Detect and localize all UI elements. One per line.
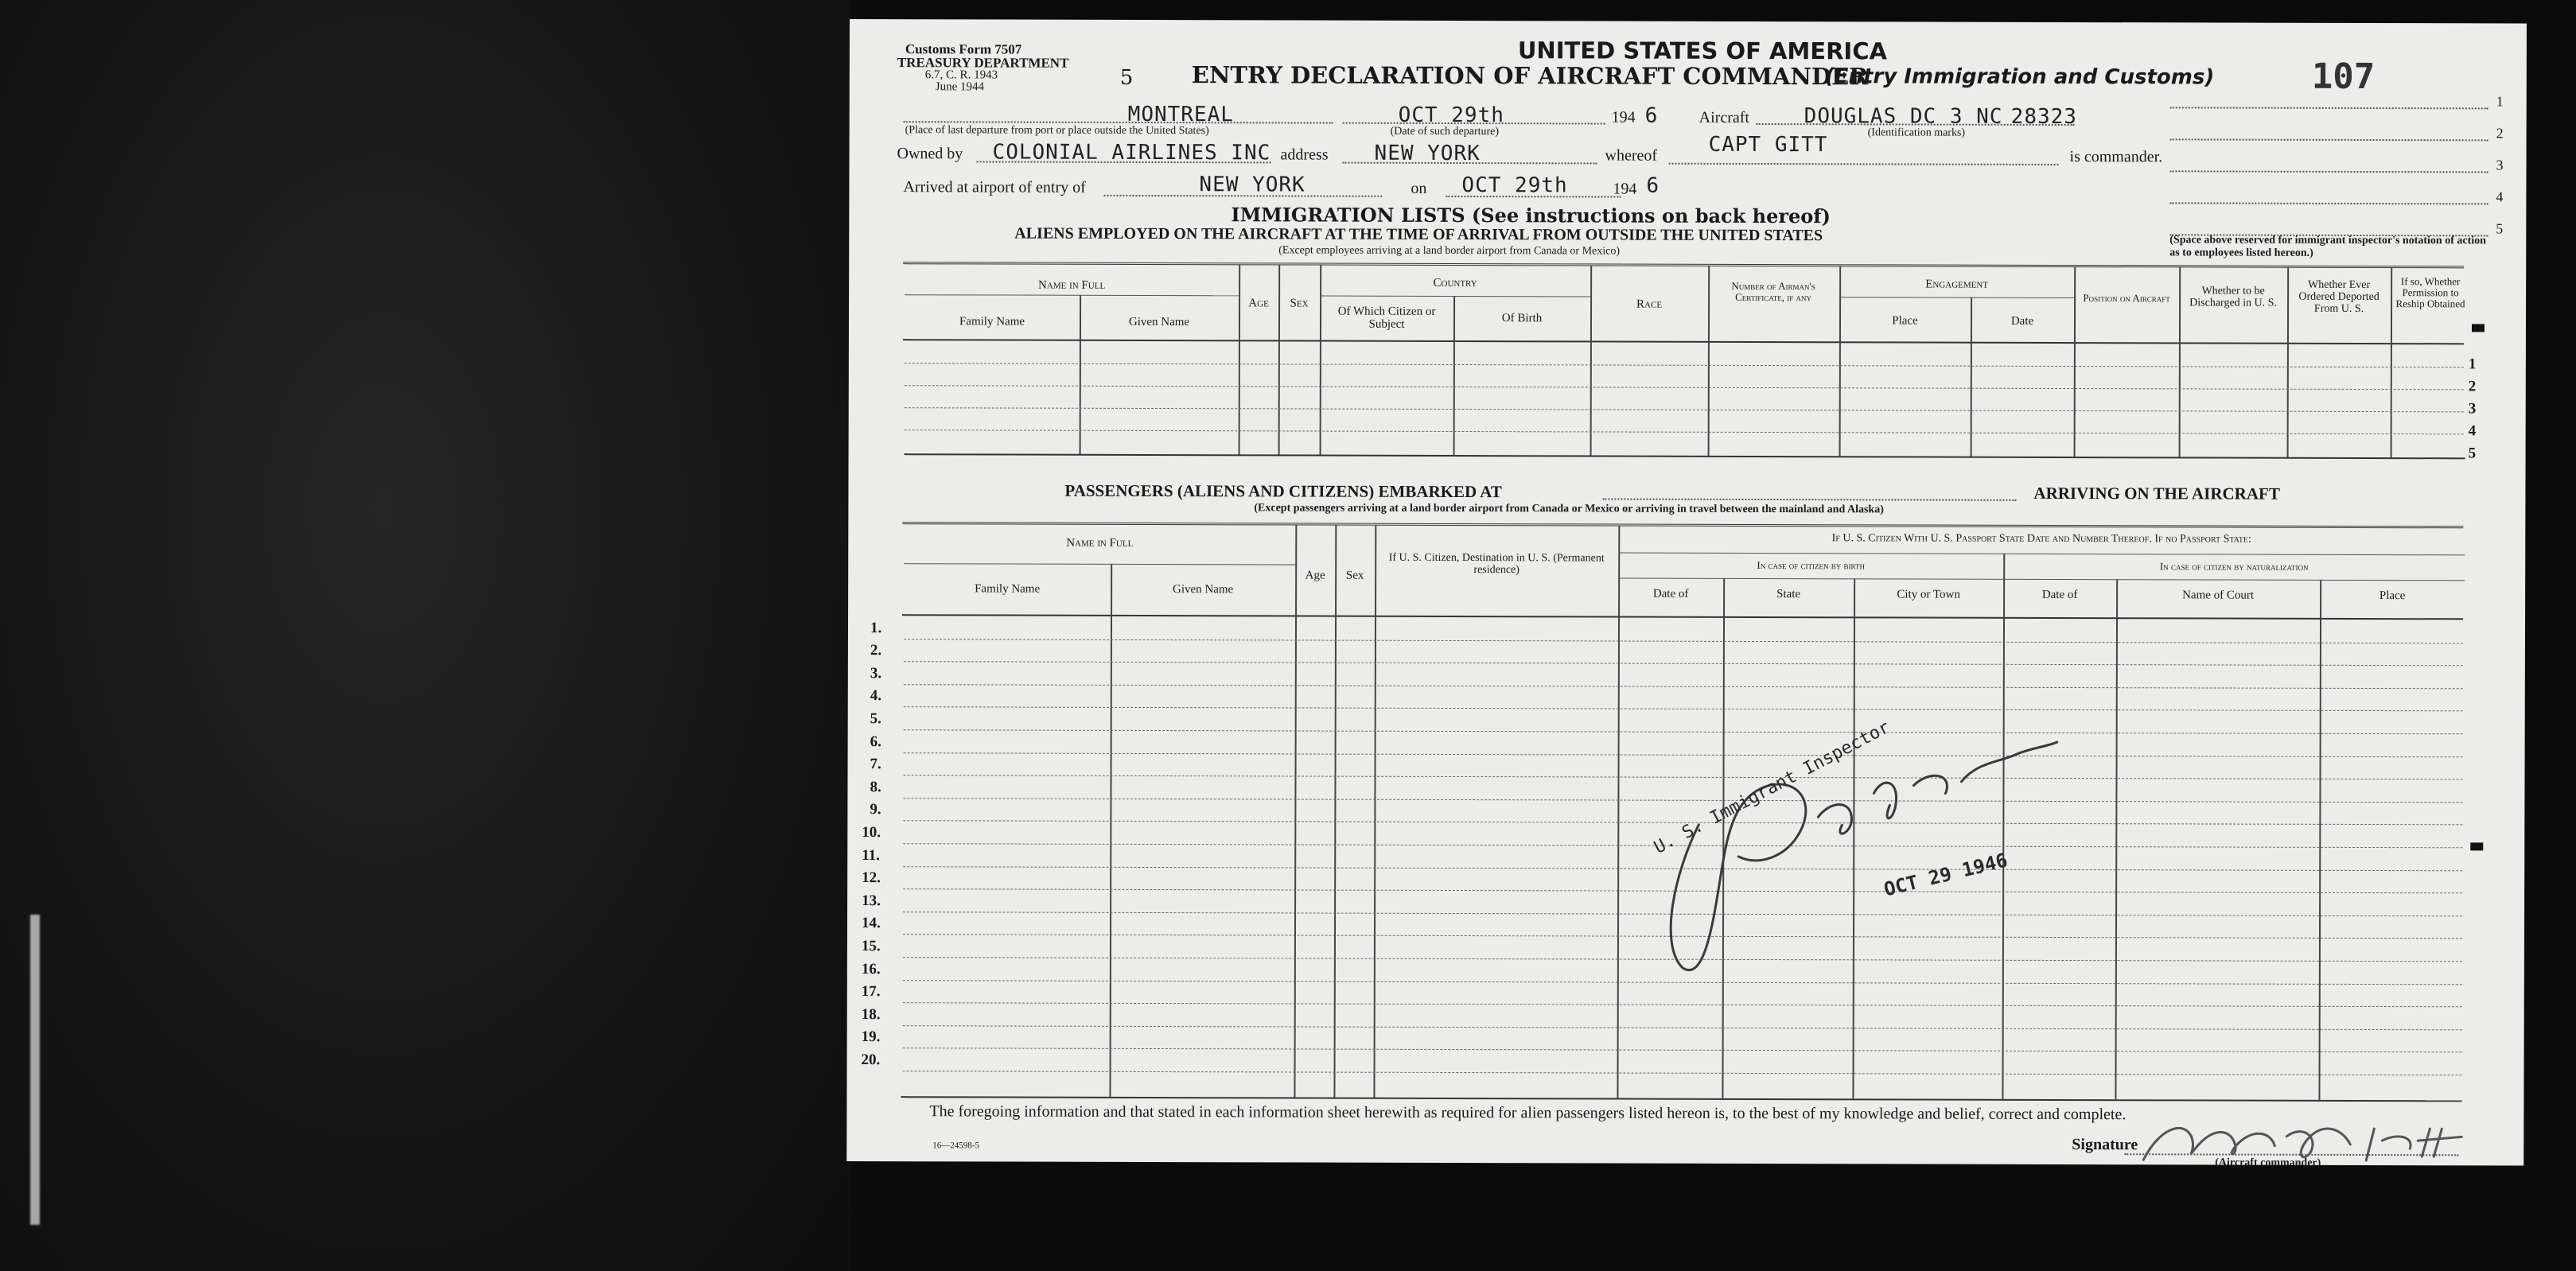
side-line-2: 2 xyxy=(2496,125,2504,142)
aircraft-caption: (Identification marks) xyxy=(1867,126,1966,139)
department: TREASURY DEPARTMENT xyxy=(897,55,1069,71)
crew-row-2: 2 xyxy=(2468,378,2477,395)
crew-deported-header: Whether Ever Ordered Deported From U. S. xyxy=(2298,278,2379,315)
commander-signature xyxy=(2135,1112,2549,1176)
form-title-sub: (Entry Immigration and Customs) xyxy=(1824,64,2215,90)
pass-given-header: Given Name xyxy=(1172,583,1234,597)
passenger-row-number: 9. xyxy=(870,801,881,818)
pass-age-header: Age xyxy=(1305,569,1325,582)
passenger-row-number: 12. xyxy=(862,869,881,887)
inspector-stamp-date: OCT 29 1946 xyxy=(1881,849,2010,901)
pass-naturalization-header: In case of citizen by naturalization xyxy=(2159,560,2309,573)
commander-value: CAPT GITT xyxy=(1708,132,1828,157)
inspector-signature xyxy=(1643,705,2089,1009)
edge-mark xyxy=(2470,842,2483,850)
passenger-row-line xyxy=(904,639,2463,643)
on-label: on xyxy=(1411,179,1427,197)
aircraft-number-value: 28323 xyxy=(2010,104,2078,130)
address-value: NEW YORK xyxy=(1374,141,1481,166)
country-heading: UNITED STATES OF AMERICA xyxy=(1517,37,1888,65)
signature-label: Signature xyxy=(2072,1136,2138,1154)
crew-row-4: 4 xyxy=(2468,422,2477,440)
passenger-row-number: 15. xyxy=(861,938,881,955)
pass-state-header: State xyxy=(1776,588,1801,601)
aircraft-label: Aircraft xyxy=(1699,108,1750,126)
passenger-row-number: 3. xyxy=(870,664,882,682)
pass-sex-header: Sex xyxy=(1345,569,1364,582)
mark-5: 5 xyxy=(1119,65,1134,90)
aircraft-value: DOUGLAS DC 3 NC xyxy=(1804,104,2003,129)
year-prefix: 194 xyxy=(1611,108,1636,126)
pass-passport-header: If U. S. Citizen With U. S. Passport State Date and Number Thereof. If no Passport State: xyxy=(1831,532,2251,546)
edge-mark xyxy=(2472,324,2485,332)
passenger-row-number: 17. xyxy=(861,983,881,1001)
passenger-row-number: 13. xyxy=(862,892,881,909)
crew-age-header: Age xyxy=(1248,297,1269,310)
pass-place-header: Place xyxy=(2379,589,2406,603)
departure-date-caption: (Date of such departure) xyxy=(1390,125,1500,138)
crew-row-3: 3 xyxy=(2468,400,2477,418)
scan-background xyxy=(0,0,851,1271)
immigration-subtitle: ALIENS EMPLOYED ON THE AIRCRAFT AT THE TIME OF ARRIVAL FROM OUTSIDE THE UNITED STATES xyxy=(1014,224,1823,245)
pass-birth-header: In case of citizen by birth xyxy=(1757,558,1865,572)
passenger-row-line xyxy=(904,661,2463,666)
owned-by-label: Owned by xyxy=(897,145,963,163)
crew-sex-header: Sex xyxy=(1290,297,1309,310)
crew-row-1: 1 xyxy=(2468,356,2477,373)
entry-airport-value: NEW YORK xyxy=(1199,173,1306,197)
crew-family-header: Family Name xyxy=(959,315,1025,328)
address-label: address xyxy=(1280,146,1329,164)
passenger-row-line xyxy=(903,1071,2462,1075)
crew-name-header: Name in Full xyxy=(1038,278,1106,292)
commander-suffix: is commander. xyxy=(2069,148,2163,166)
crew-certificate-header: Number of Airman's Certificate, if any xyxy=(1731,279,1815,304)
crew-position-header: Position on Aircraft xyxy=(2083,292,2170,305)
passenger-row-number: 1. xyxy=(870,619,882,636)
regulation: 6.7, C. R. 1943 xyxy=(924,68,998,82)
passenger-row-number: 11. xyxy=(862,846,880,864)
departure-place-caption: (Place of last departure from port or place outside the United States) xyxy=(905,124,1209,138)
crew-citizen-header: Of Which Citizen or Subject xyxy=(1337,305,1436,331)
signature-caption: (Aircraft commander) xyxy=(2215,1156,2321,1169)
passenger-row-line xyxy=(904,684,2463,689)
pass-city-header: City or Town xyxy=(1897,588,1960,601)
departure-place-value: MONTREAL xyxy=(1127,102,1234,127)
passenger-row-line xyxy=(903,1025,2462,1030)
form-paper xyxy=(846,19,2527,1169)
whereof-label: whereof xyxy=(1605,146,1658,165)
passenger-row-line xyxy=(903,1048,2462,1053)
crew-given-header: Given Name xyxy=(1128,315,1190,329)
arrival-year-prefix: 194 xyxy=(1613,180,1637,198)
passenger-row-number: 8. xyxy=(870,778,881,795)
passenger-row-number: 18. xyxy=(861,1005,881,1023)
passengers-note: (Except passengers arriving at a land border airport from Canada or Mexico or arriving in travel between the mainland and Alaska) xyxy=(1254,502,1884,516)
crew-race-header: Race xyxy=(1636,297,1663,311)
side-line-5: 5 xyxy=(2496,220,2504,237)
passenger-row-number: 6. xyxy=(870,733,881,750)
pass-family-header: Family Name xyxy=(975,582,1041,596)
form-number: Customs Form 7507 xyxy=(905,41,1022,57)
crew-engagement-header: Engagement xyxy=(1925,278,1989,291)
side-line-4: 4 xyxy=(2496,189,2504,205)
crew-date-header: Date xyxy=(2010,314,2034,328)
crew-place-header: Place xyxy=(1892,314,1918,328)
passenger-row-number: 19. xyxy=(861,1028,881,1046)
passenger-row-number: 10. xyxy=(862,824,881,842)
immigration-title: IMMIGRATION LISTS (See instructions on back hereof) xyxy=(1231,203,1831,228)
pass-dateof2-header: Date of xyxy=(2041,588,2078,602)
passenger-row-number: 5. xyxy=(870,710,881,728)
reserved-note: (Space above reserved for immigrant inspector's notation of action as to employees listed hereon.) xyxy=(2169,234,2486,259)
declaration-text: The foregoing information and that stated in each information sheet herewith as required for alien passengers listed hereon is, to the best of my knowledge and belief, correct and complete. xyxy=(929,1102,2127,1124)
crew-country-header: Country xyxy=(1433,276,1477,290)
pass-destination-header: If U. S. Citizen, Destination in U. S. (Permanent residence) xyxy=(1388,551,1605,577)
crew-row-5: 5 xyxy=(2468,445,2477,462)
passenger-row-number: 7. xyxy=(870,756,881,773)
arrived-label: Arrived at airport of entry of xyxy=(903,178,1086,196)
year-digit: 6 xyxy=(1644,103,1659,128)
inspector-stamp-title: U. S. Immigrant Inspector xyxy=(1651,717,1893,858)
immigration-note: (Except employees arriving at a land border airport from Canada or Mexico) xyxy=(1278,244,1621,258)
owner-value: COLONIAL AIRLINES INC xyxy=(992,140,1271,165)
pass-name-header: Name in Full xyxy=(1066,536,1134,550)
passenger-row-number: 16. xyxy=(861,960,881,978)
passengers-title-left: PASSENGERS (ALIENS AND CITIZENS) EMBARKED AT xyxy=(1064,480,1502,502)
form-date: June 1944 xyxy=(935,80,985,94)
crew-discharged-header: Whether to be Discharged in U. S. xyxy=(2189,285,2277,309)
passenger-row-number: 14. xyxy=(861,915,881,932)
arrival-date-value: OCT 29th xyxy=(1461,173,1568,198)
pass-court-header: Name of Court xyxy=(2182,589,2255,602)
passenger-row-number: 20. xyxy=(861,1051,881,1069)
departure-date-value: OCT 29th xyxy=(1398,103,1504,128)
pass-dateof-header: Date of xyxy=(1652,587,1689,601)
crew-birth-header: Of Birth xyxy=(1501,312,1543,325)
side-line-1: 1 xyxy=(2496,93,2504,110)
passenger-row-number: 4. xyxy=(870,687,882,705)
print-code: 16—24598-5 xyxy=(932,1141,979,1151)
passenger-row-number: 2. xyxy=(870,642,882,659)
film-edge xyxy=(30,915,40,1225)
page-number: 107 xyxy=(2311,56,2376,98)
arrival-year-digit: 6 xyxy=(1646,173,1660,198)
passengers-title-right: ARRIVING ON THE AIRCRAFT xyxy=(2033,483,2280,503)
side-line-3: 3 xyxy=(2496,157,2504,173)
form-title: ENTRY DECLARATION OF AIRCRAFT COMMANDER xyxy=(1191,61,1869,91)
crew-permission-header: If so, Whether Permission to Reship Obtained xyxy=(2395,275,2465,310)
